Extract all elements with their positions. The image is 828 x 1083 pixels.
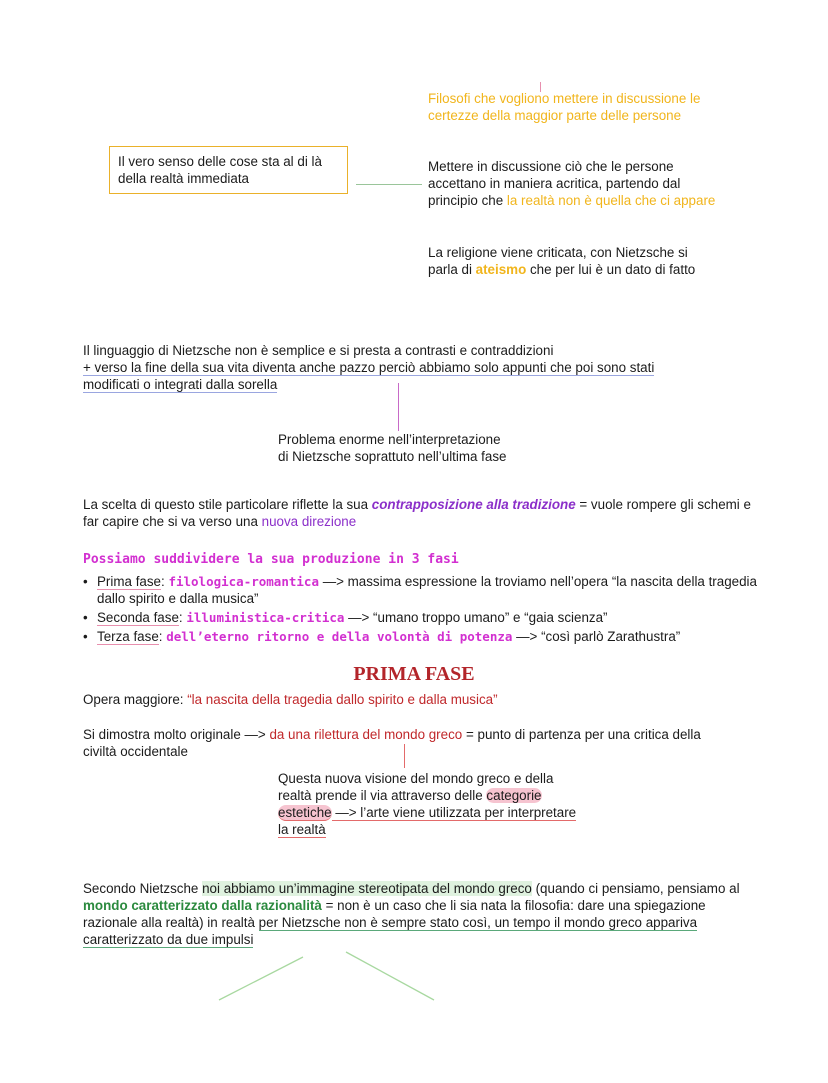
- list-item: • Prima fase: filologica-romantica —> massima espressione la troviamo nell’opera “la nascita della tragedia dallo spirito e dalla musica”: [83, 573, 763, 607]
- language-paragraph: Il linguaggio di Nietzsche non è semplice e si presta a contrasti e contraddizioni + verso la fine della sua vita diventa anche pazzo perciò abbiamo solo appunti che poi sono stati modificati o integrati dalla sorella: [83, 343, 655, 392]
- list-item: • Seconda fase: illuministica-critica —> “umano troppo umano” e “gaia scienza”: [83, 609, 763, 626]
- style-paragraph: La scelta di questo stile particolare riflette la sua contrapposizione alla tradizione = vuole rompere gli schemi e far capire che si va verso una nuova direzione: [83, 497, 751, 529]
- interpretation-note: Problema enorme nell’interpretazione di Nietzsche soprattuto nell’ultima fase: [278, 432, 507, 464]
- original-paragraph: Si dimostra molto originale —> da una rilettura del mondo greco = punto di partenza per una critica della civiltà occidentale: [83, 727, 701, 759]
- branch-right: [346, 952, 434, 1000]
- branch-left: [219, 957, 303, 1000]
- sense-box: Il vero senso delle cose sta al di là della realtà immediata: [109, 146, 348, 194]
- box-connector: [356, 184, 422, 185]
- opera-line: Opera maggiore: “la nascita della tragedia dallo spirito e dalla musica”: [83, 692, 498, 707]
- original-connector: [404, 744, 405, 768]
- language-connector: [398, 383, 399, 431]
- phases-heading: Possiamo suddividere la sua produzione in 3 fasi: [83, 552, 459, 567]
- note-philosophers: Filosofi che vogliono mettere in discussione le certezze della maggior parte delle persone: [428, 91, 701, 123]
- secondo-paragraph: Secondo Nietzsche noi abbiamo un’immagine stereotipata del mondo greco (quando ci pensiamo, pensiamo al mondo caratterizzato dalla razionalità = non è un caso che li sia nata la filosofia: dare una spiegazione razionale alla realtà) in realtà per Nietzsche non è sempre stato così, un tempo il mondo greco appariva caratterizzato da due impulsi: [83, 881, 740, 947]
- aesthetic-note: Questa nuova visione del mondo greco e della realtà prende il via attraverso delle categorie estetiche —> l’arte viene utilizzata per interpretare la realtà: [278, 771, 577, 837]
- section-title: PRIMA FASE: [353, 663, 475, 685]
- phases-list: [83, 573, 763, 645]
- list-item: • Terza fase: dell’eterno ritorno e della volontà di potenza —> “così parlò Zarathustra”: [83, 628, 763, 645]
- note-question: Mettere in discussione ciò che le persone accettano in maniera acritica, partendo dal principio che la realtà non è quella che ci appare: [428, 159, 716, 208]
- note-religion: La religione viene criticata, con Nietzsche si parla di ateismo che per lui è un dato di fatto: [428, 245, 696, 277]
